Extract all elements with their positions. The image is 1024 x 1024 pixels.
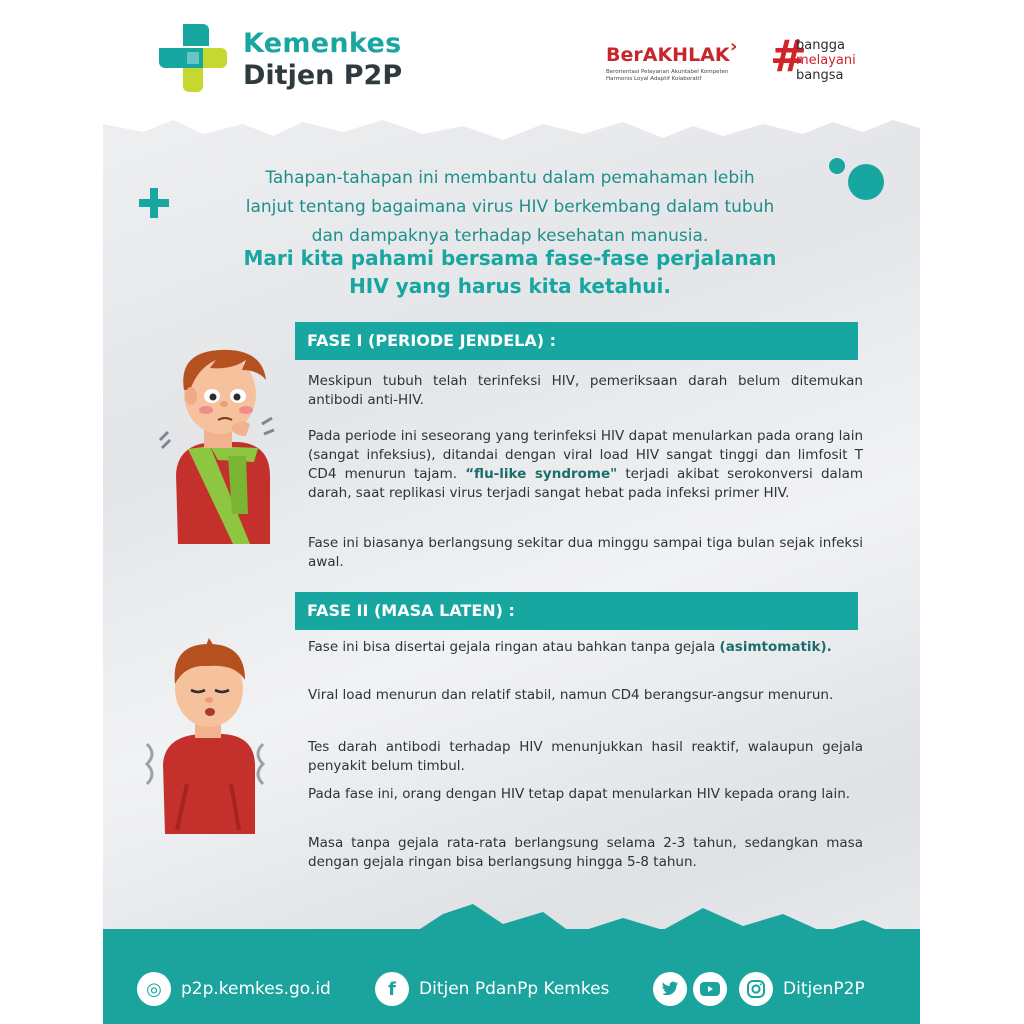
intro-line3: dan dampaknya terhadap kesehatan manusia. [311,226,709,246]
decor-dot-large [848,164,884,200]
tired-person-illustration [143,634,273,844]
facebook-link[interactable]: Ditjen PdanPp Kemkes [419,979,610,999]
header [0,0,1024,120]
bangga-line3: bangsa [796,68,844,83]
berakhlak-logo [606,36,746,88]
website-link[interactable]: p2p.kemkes.go.id [181,979,331,999]
phase2-paragraph1 [308,638,863,657]
phase1-p2-emphasis: “flu-like syndrome" [465,466,618,482]
phase1-paragraph1: Meskipun tubuh telah terinfeksi HIV, pemeriksaan darah belum ditemukan antibodi anti-HIV. [308,373,863,408]
decor-dot-small [829,158,845,174]
bangga-line1: bangga [796,38,845,53]
plus-icon [139,188,169,218]
phase1-title: FASE I (PERIODE JENDELA) : [295,322,858,360]
phase2-paragraph3: Tes darah antibodi terhadap HIV menunjukkan hasil reaktif, walaupun gejala penyakit belum timbul. [308,739,863,774]
bangga-melayani-bangsa-logo [770,31,880,86]
phase1-paragraph2 [308,427,863,503]
footer-website[interactable] [137,971,331,1007]
kemenkes-logo-icon [155,20,231,96]
intro-text [198,164,822,251]
chevron-right-icon: › [730,36,738,57]
phase2-p1-emphasis: (asimtomatik). [719,639,832,655]
berakhlak-sub1: Berorientasi Pelayanan Akuntabel Kompeten [606,69,729,75]
instagram-handle[interactable]: DitjenP2P [783,979,865,999]
phase1-p2-text: Pada periode ini seseorang yang terinfeksi HIV dapat menularkan pada orang lain (sangat infeksius), ditandai dengan viral load HIV sangat tinggi dan limfosit T CD4 menurun tajam. [308,428,863,482]
intro-line1: Tahapan-tahapan ini membantu dalam pemahaman lebih [265,168,755,188]
youtube-icon[interactable] [693,972,727,1006]
brand-name: Kemenkes [243,28,402,59]
footer [103,929,920,1024]
phase2-title: FASE II (MASA LATEN) : [295,592,858,630]
torn-paper-edge [103,114,920,146]
phase2-paragraph5: Masa tanpa gejala rata-rata berlangsung selama 2-3 tahun, sedangkan masa dengan gejala ringan bisa berlangsung hingga 5-8 tahun. [308,835,863,870]
globe-icon: ◎ [137,972,171,1006]
berakhlak-sub2: Harmonis Loyal Adaptif Kolaboratif [606,76,702,82]
intro-line2: lanjut tentang bagaimana virus HIV berkembang dalam tubuh [245,197,775,217]
headline [198,244,822,300]
brand-subname: Ditjen P2P [243,60,403,91]
phase1-p2-text-after: terjadi akibat serokonversi dalam darah, saat replikasi virus terjadi sangat hebat pada infeksi primer HIV. [308,466,863,501]
headline-line2: HIV yang harus kita ketahui. [349,274,671,298]
footer-social[interactable] [653,971,865,1007]
phase2-paragraph2: Viral load menurun dan relatif stabil, namun CD4 berangsur-angsur menurun. [308,687,834,703]
berakhlak-title: BerAKHLAK [606,44,730,66]
phase2-p1-text: Fase ini bisa disertai gejala ringan atau bahkan tanpa gejala [308,639,720,655]
hashtag-icon: # [770,31,807,82]
phase2-paragraph4: Pada fase ini, orang dengan HIV tetap dapat menularkan HIV kepada orang lain. [308,786,851,802]
sick-person-fever-illustration [158,344,288,544]
bangga-line2: melayani [796,53,856,68]
instagram-icon[interactable] [739,972,773,1006]
facebook-icon: f [375,972,409,1006]
footer-facebook[interactable] [375,971,609,1007]
twitter-icon[interactable] [653,972,687,1006]
headline-line1: Mari kita pahami bersama fase-fase perjalanan [243,246,777,270]
poster [103,114,920,1024]
phase1-paragraph3: Fase ini biasanya berlangsung sekitar dua minggu sampai tiga bulan sejak infeksi awal. [308,535,863,570]
